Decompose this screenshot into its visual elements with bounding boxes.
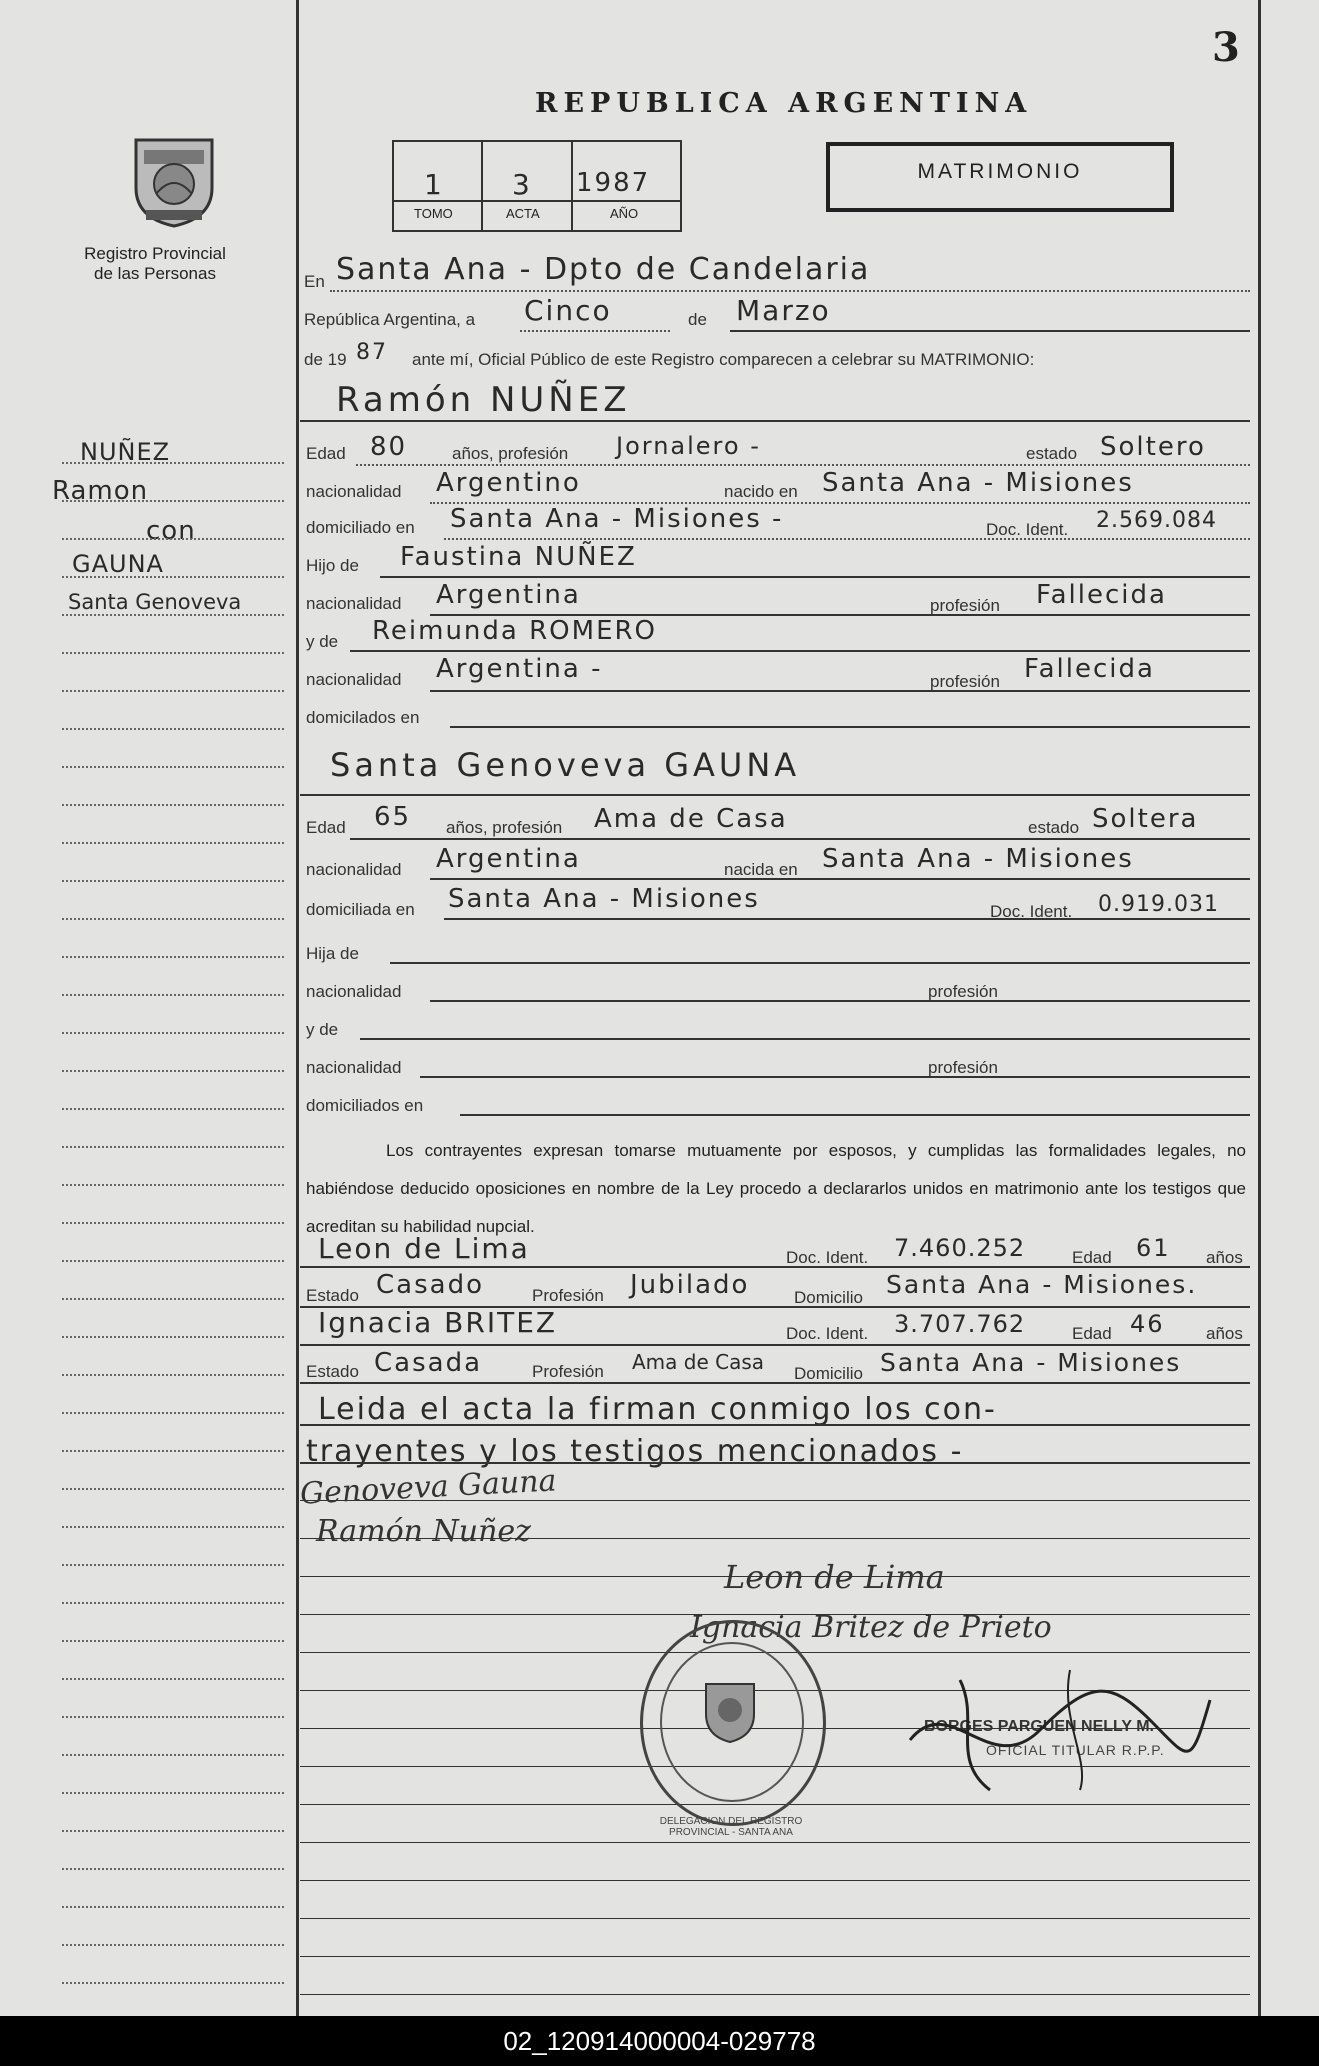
label-edad-w2: Edad (1072, 1324, 1112, 1343)
label-estado-w2: Estado (306, 1362, 359, 1381)
year-digits: 87 (356, 340, 388, 365)
bride-nationality: Argentina (436, 844, 581, 874)
witness1-status: Casado (376, 1270, 484, 1300)
groom-name: Ramón NUÑEZ (336, 380, 631, 420)
signature-groom: Ramón Nuñez (316, 1514, 531, 1549)
label-doc-w1: Doc. Ident. (786, 1248, 869, 1267)
label-nacionalidad-bride: nacionalidad (306, 860, 402, 879)
provincial-seal-icon (126, 128, 222, 228)
label-y-de-bride: y de (306, 1020, 339, 1039)
label-en: En (304, 272, 325, 291)
mother-profession: Fallecida (1024, 654, 1155, 684)
document-type: MATRIMONIO (917, 160, 1083, 183)
label-nacionalidad-bride-mother: nacionalidad (306, 1058, 402, 1077)
label-hija-de: Hija de (306, 944, 359, 963)
label-anos-prof-bride: años, profesión (446, 818, 563, 837)
witness2-doc: 3.707.762 (894, 1310, 1026, 1338)
acta-value: 3 (512, 168, 532, 201)
groom-profession: Jornalero - (616, 432, 761, 460)
witness2-age: 46 (1130, 1310, 1165, 1338)
label-estado-bride: estado (1028, 818, 1080, 837)
label-nacido-en: nacido en (724, 482, 798, 501)
label-anos-w2: años (1206, 1324, 1243, 1343)
anio-value: 1987 (576, 168, 651, 198)
official-name: BORGES PARGUEN NELLY M. (924, 1718, 1154, 1735)
label-domicilio-w2: Domicilio (794, 1364, 863, 1383)
bride-name: Santa Genoveva GAUNA (330, 746, 801, 784)
witness2-name: Ignacia BRITEZ (318, 1306, 558, 1339)
label-domiciliados-en: domiciliados en (306, 1096, 424, 1115)
signature-witness2: Ignacia Britez de Prieto (690, 1610, 1052, 1645)
left-margin-line (296, 0, 299, 2016)
bride-domicile: Santa Ana - Misiones (448, 884, 760, 914)
label-nacionalidad-mother: nacionalidad (306, 670, 402, 689)
label-de-month: de (688, 310, 707, 329)
tomo-value: 1 (424, 168, 444, 201)
bride-age: 65 (374, 802, 412, 832)
label-nacida-en: nacida en (724, 860, 798, 879)
witness1-age: 61 (1136, 1234, 1171, 1262)
margin-surname-bride: GAUNA (72, 550, 164, 578)
label-edad-bride: Edad (306, 818, 346, 837)
witness1-domicile: Santa Ana - Misiones. (886, 1270, 1198, 1299)
bride-status: Soltera (1092, 804, 1199, 834)
groom-age: 80 (370, 432, 408, 462)
bride-born-in: Santa Ana - Misiones (822, 844, 1134, 874)
label-profesion-w1: Profesión (532, 1286, 604, 1305)
tomo-label: TOMO (414, 206, 453, 221)
official-signature-icon (890, 1660, 1230, 1800)
label-doc-w2: Doc. Ident. (786, 1324, 869, 1343)
stamp-emblem-icon (700, 1676, 760, 1746)
margin-name-groom: Ramon (52, 476, 149, 506)
declaration-text: Los contrayentes expresan tomarse mutuamente por esposos, y cumplidas las formalidades legales, no habiéndose deducido oposiciones en nombre de la Ley procedo a declararlos unidos en matrimonio ante los testigos que acreditan su habilidad nupcial. (306, 1141, 1246, 1236)
label-estado-w1: Estado (306, 1286, 359, 1305)
label-domiciliada-en: domiciliada en (306, 900, 415, 919)
witness1-doc: 7.460.252 (894, 1234, 1026, 1262)
label-estado-groom: estado (1026, 444, 1078, 463)
acta-label: ACTA (506, 206, 540, 221)
label-profesion-w2: Profesión (532, 1362, 604, 1381)
label-nacionalidad-father: nacionalidad (306, 594, 402, 613)
groom-doc: 2.569.084 (1096, 508, 1217, 533)
witness2-profession: Ama de Casa (632, 1350, 765, 1374)
day-value: Cinco (524, 294, 612, 327)
groom-mother: Reimunda ROMERO (372, 616, 658, 646)
label-profesion-mother: profesión (930, 672, 1000, 691)
place-value: Santa Ana - Dpto de Candelaria (336, 252, 871, 287)
label-profesion-father: profesión (930, 596, 1000, 615)
signature-witness1: Leon de Lima (724, 1558, 945, 1596)
registry-name: Registro Provincial de las Personas (84, 244, 226, 283)
label-doc-groom: Doc. Ident. (986, 520, 1069, 539)
label-nacionalidad-bride-father: nacionalidad (306, 982, 402, 1001)
label-republica: República Argentina, a (304, 310, 476, 329)
country-title: REPUBLICA ARGENTINA (535, 88, 1033, 119)
label-domicilados-en: domicilados en (306, 708, 420, 727)
margin-surname-groom: NUÑEZ (80, 438, 171, 466)
witness1-name: Leon de Lima (318, 1232, 530, 1265)
right-margin-line (1258, 0, 1261, 2016)
scan-id-footer: 02_120914000004-029778 (0, 2016, 1319, 2066)
closing-line-2: trayentes y los testigos mencionados - (306, 1434, 964, 1469)
official-title: OFICIAL TITULAR R.P.P. (986, 1742, 1165, 1758)
label-year-suffix: ante mí, Oficial Público de este Registro comparecen a celebrar su MATRIMONIO: (412, 350, 1035, 369)
groom-father: Faustina NUÑEZ (400, 542, 637, 572)
label-anos-w1: años (1206, 1248, 1243, 1267)
label-edad-w1: Edad (1072, 1248, 1112, 1267)
label-y-de-mother: y de (306, 632, 339, 651)
label-year-prefix: de 19 (304, 350, 347, 369)
label-profesion-bride-father: profesión (928, 982, 998, 1001)
groom-domicile: Santa Ana - Misiones - (450, 504, 784, 534)
stamp-text: DELEGACION DEL REGISTRO PROVINCIAL - SANTA ANA (659, 1816, 803, 1838)
signature-bride: Genoveva Gauna (299, 1463, 558, 1512)
father-nationality: Argentina (436, 580, 581, 610)
groom-status: Soltero (1100, 432, 1206, 462)
bride-profession: Ama de Casa (594, 804, 788, 834)
father-profession: Fallecida (1036, 580, 1167, 610)
month-value: Marzo (736, 294, 831, 327)
label-doc-bride: Doc. Ident. (990, 902, 1073, 921)
groom-nationality: Argentino (436, 468, 581, 498)
label-hijo-de: Hijo de (306, 556, 359, 575)
label-domicilio-w1: Domicilio (794, 1288, 863, 1307)
margin-con: con (146, 516, 196, 546)
witness2-domicile: Santa Ana - Misiones (880, 1348, 1182, 1377)
label-profesion-bride-mother: profesión (928, 1058, 998, 1077)
label-edad-groom: Edad (306, 444, 346, 463)
bride-doc: 0.919.031 (1098, 892, 1219, 917)
witness1-profession: Jubilado (630, 1270, 750, 1300)
mother-nationality: Argentina - (436, 654, 603, 684)
anio-label: AÑO (610, 206, 639, 221)
label-nacionalidad-groom: nacionalidad (306, 482, 402, 501)
witness2-status: Casada (374, 1348, 483, 1378)
label-anos-prof-groom: años, profesión (452, 444, 569, 463)
closing-line-1: Leida el acta la firman conmigo los con- (318, 1392, 997, 1427)
label-domiciliado-en: domiciliado en (306, 518, 415, 537)
margin-name-bride: Santa Genoveva (68, 590, 242, 614)
page-number: 3 (1212, 24, 1240, 71)
groom-born-in: Santa Ana - Misiones (822, 468, 1134, 498)
